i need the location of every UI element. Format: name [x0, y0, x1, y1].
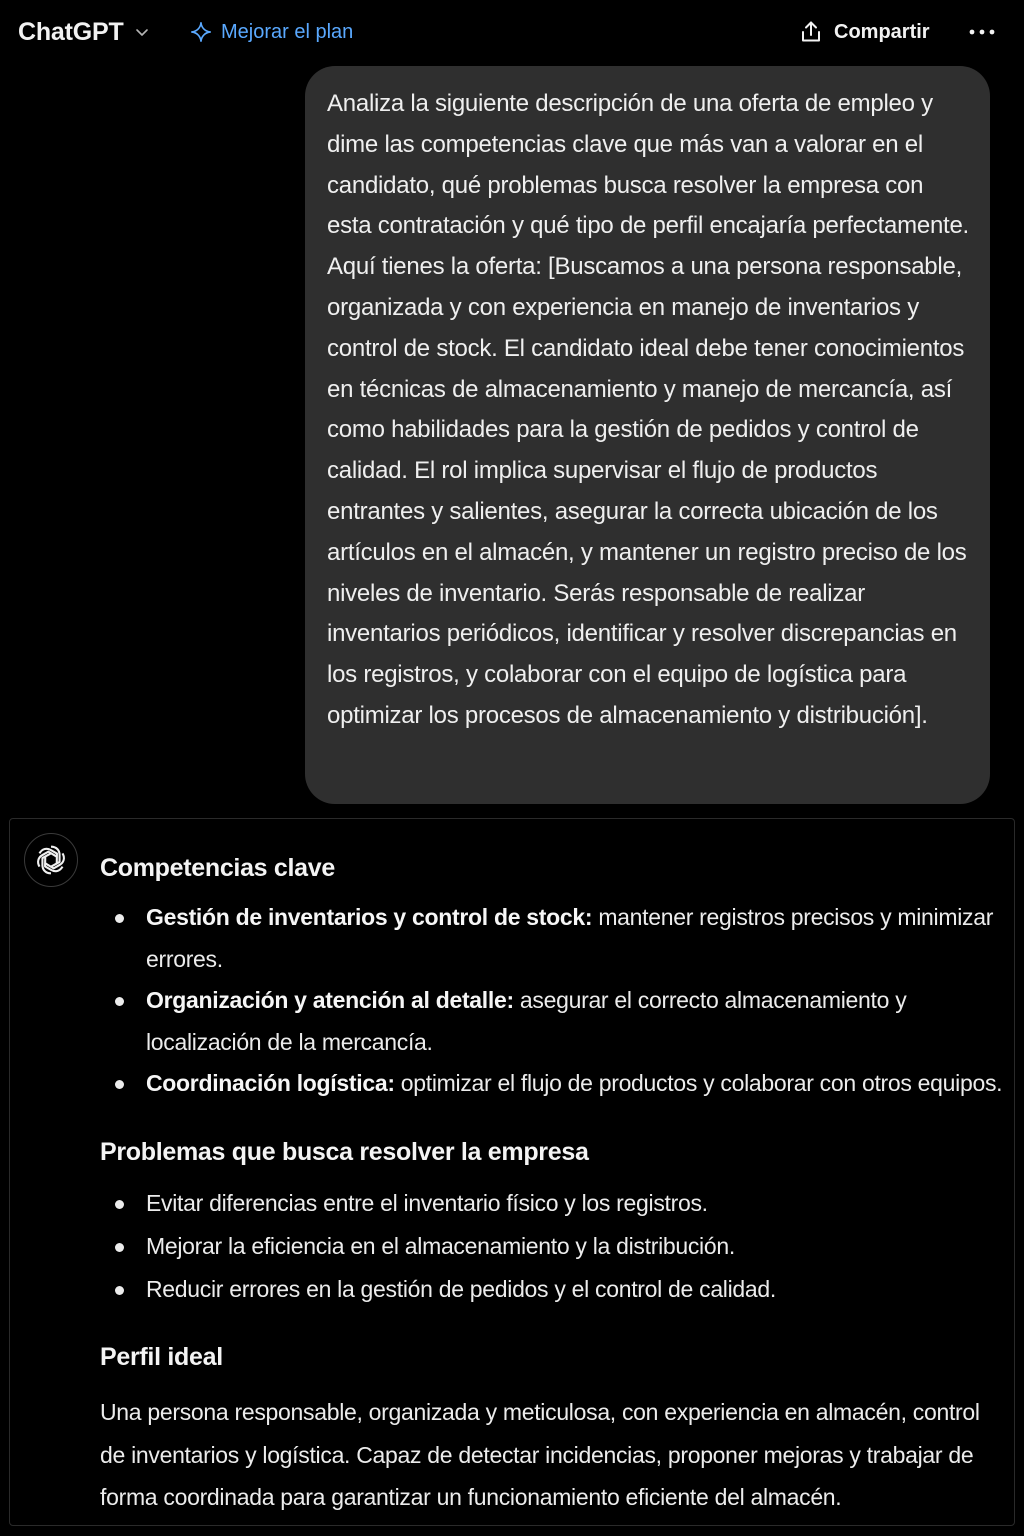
item-bold: Gestión de inventarios y control de stock:: [146, 904, 593, 930]
sparkle-icon: [190, 21, 212, 43]
assistant-message: [9, 818, 1015, 1526]
list-item: [100, 1268, 1014, 1311]
share-icon: [798, 19, 824, 45]
section-title-perfil: Perfil ideal: [100, 1343, 223, 1371]
list-item: [100, 980, 1014, 1063]
item-text: optimizar el flujo de productos y colaborar con otros equipos.: [394, 1070, 1003, 1096]
item-text: Evitar diferencias entre el inventario físico y los registros.: [146, 1190, 708, 1216]
section-title-problemas: Problemas que busca resolver la empresa: [100, 1138, 589, 1166]
list-item: [100, 897, 1014, 980]
share-label: Compartir: [834, 20, 930, 43]
item-text: mantener registros precisos y minimizar errores.: [146, 904, 994, 972]
item-text: Mejorar la eficiencia en el almacenamiento y la distribución.: [146, 1233, 735, 1259]
item-text: asegurar el correcto almacenamiento y localización de la mercancía.: [146, 987, 907, 1055]
more-options-button[interactable]: [962, 16, 1002, 48]
user-message-text: Analiza la siguiente descripción de una oferta de empleo y dime las competencias clave que más van a valorar en el candidato, qué problemas busca resolver la empresa con esta contratación y qué tipo de perfil encajaría perfectamente. Aquí tienes la oferta: [Buscamos a una persona responsable, organizada y con experiencia en manejo de inventarios y control de stock. El candidato ideal debe tener conocimientos en técnicas de almacenamiento y manejo de mercancía, así como habilidades para la gestión de pedidos y control de calidad. El rol implica supervisar el flujo de productos entrantes y salientes, asegurar la correcta ubicación de los artículos en el almacén, y mantener un registro preciso de los niveles de inventario. Serás responsable de realizar inventarios periódicos, identificar y resolver discrepancias en los registros, y colaborar con el equipo de logística para optimizar los procesos de almacenamiento y distribución].: [327, 90, 969, 729]
competencias-list: [100, 897, 1014, 1105]
item-bold: Coordinación logística:: [146, 1070, 395, 1096]
more-dots-icon: [969, 28, 995, 36]
section-title-competencias: Competencias clave: [100, 854, 335, 882]
upgrade-plan-button[interactable]: [190, 16, 353, 48]
list-item: [100, 1225, 1014, 1268]
share-button[interactable]: [798, 14, 930, 50]
list-item: [100, 1063, 1014, 1105]
openai-logo-icon: [32, 841, 70, 879]
list-item: [100, 1182, 1014, 1225]
top-bar: [0, 0, 1024, 64]
user-message-bubble: [305, 66, 990, 804]
item-text: Reducir errores en la gestión de pedidos y el control de calidad.: [146, 1276, 776, 1302]
perfil-paragraph: Una persona responsable, organizada y meticulosa, con experiencia en almacén, control de inventarios y logística. Capaz de detectar incidencias, proponer mejoras y trabajar de forma coordinada para garantizar un funcionamiento eficiente del almacén.: [100, 1399, 980, 1510]
chevron-down-icon: [134, 24, 150, 40]
item-bold: Organización y atención al detalle:: [146, 987, 514, 1013]
upgrade-plan-label: Mejorar el plan: [221, 20, 354, 43]
assistant-avatar: [24, 833, 78, 887]
problemas-list: [100, 1182, 1014, 1311]
model-selector[interactable]: [18, 14, 150, 50]
model-name: ChatGPT: [18, 17, 124, 46]
